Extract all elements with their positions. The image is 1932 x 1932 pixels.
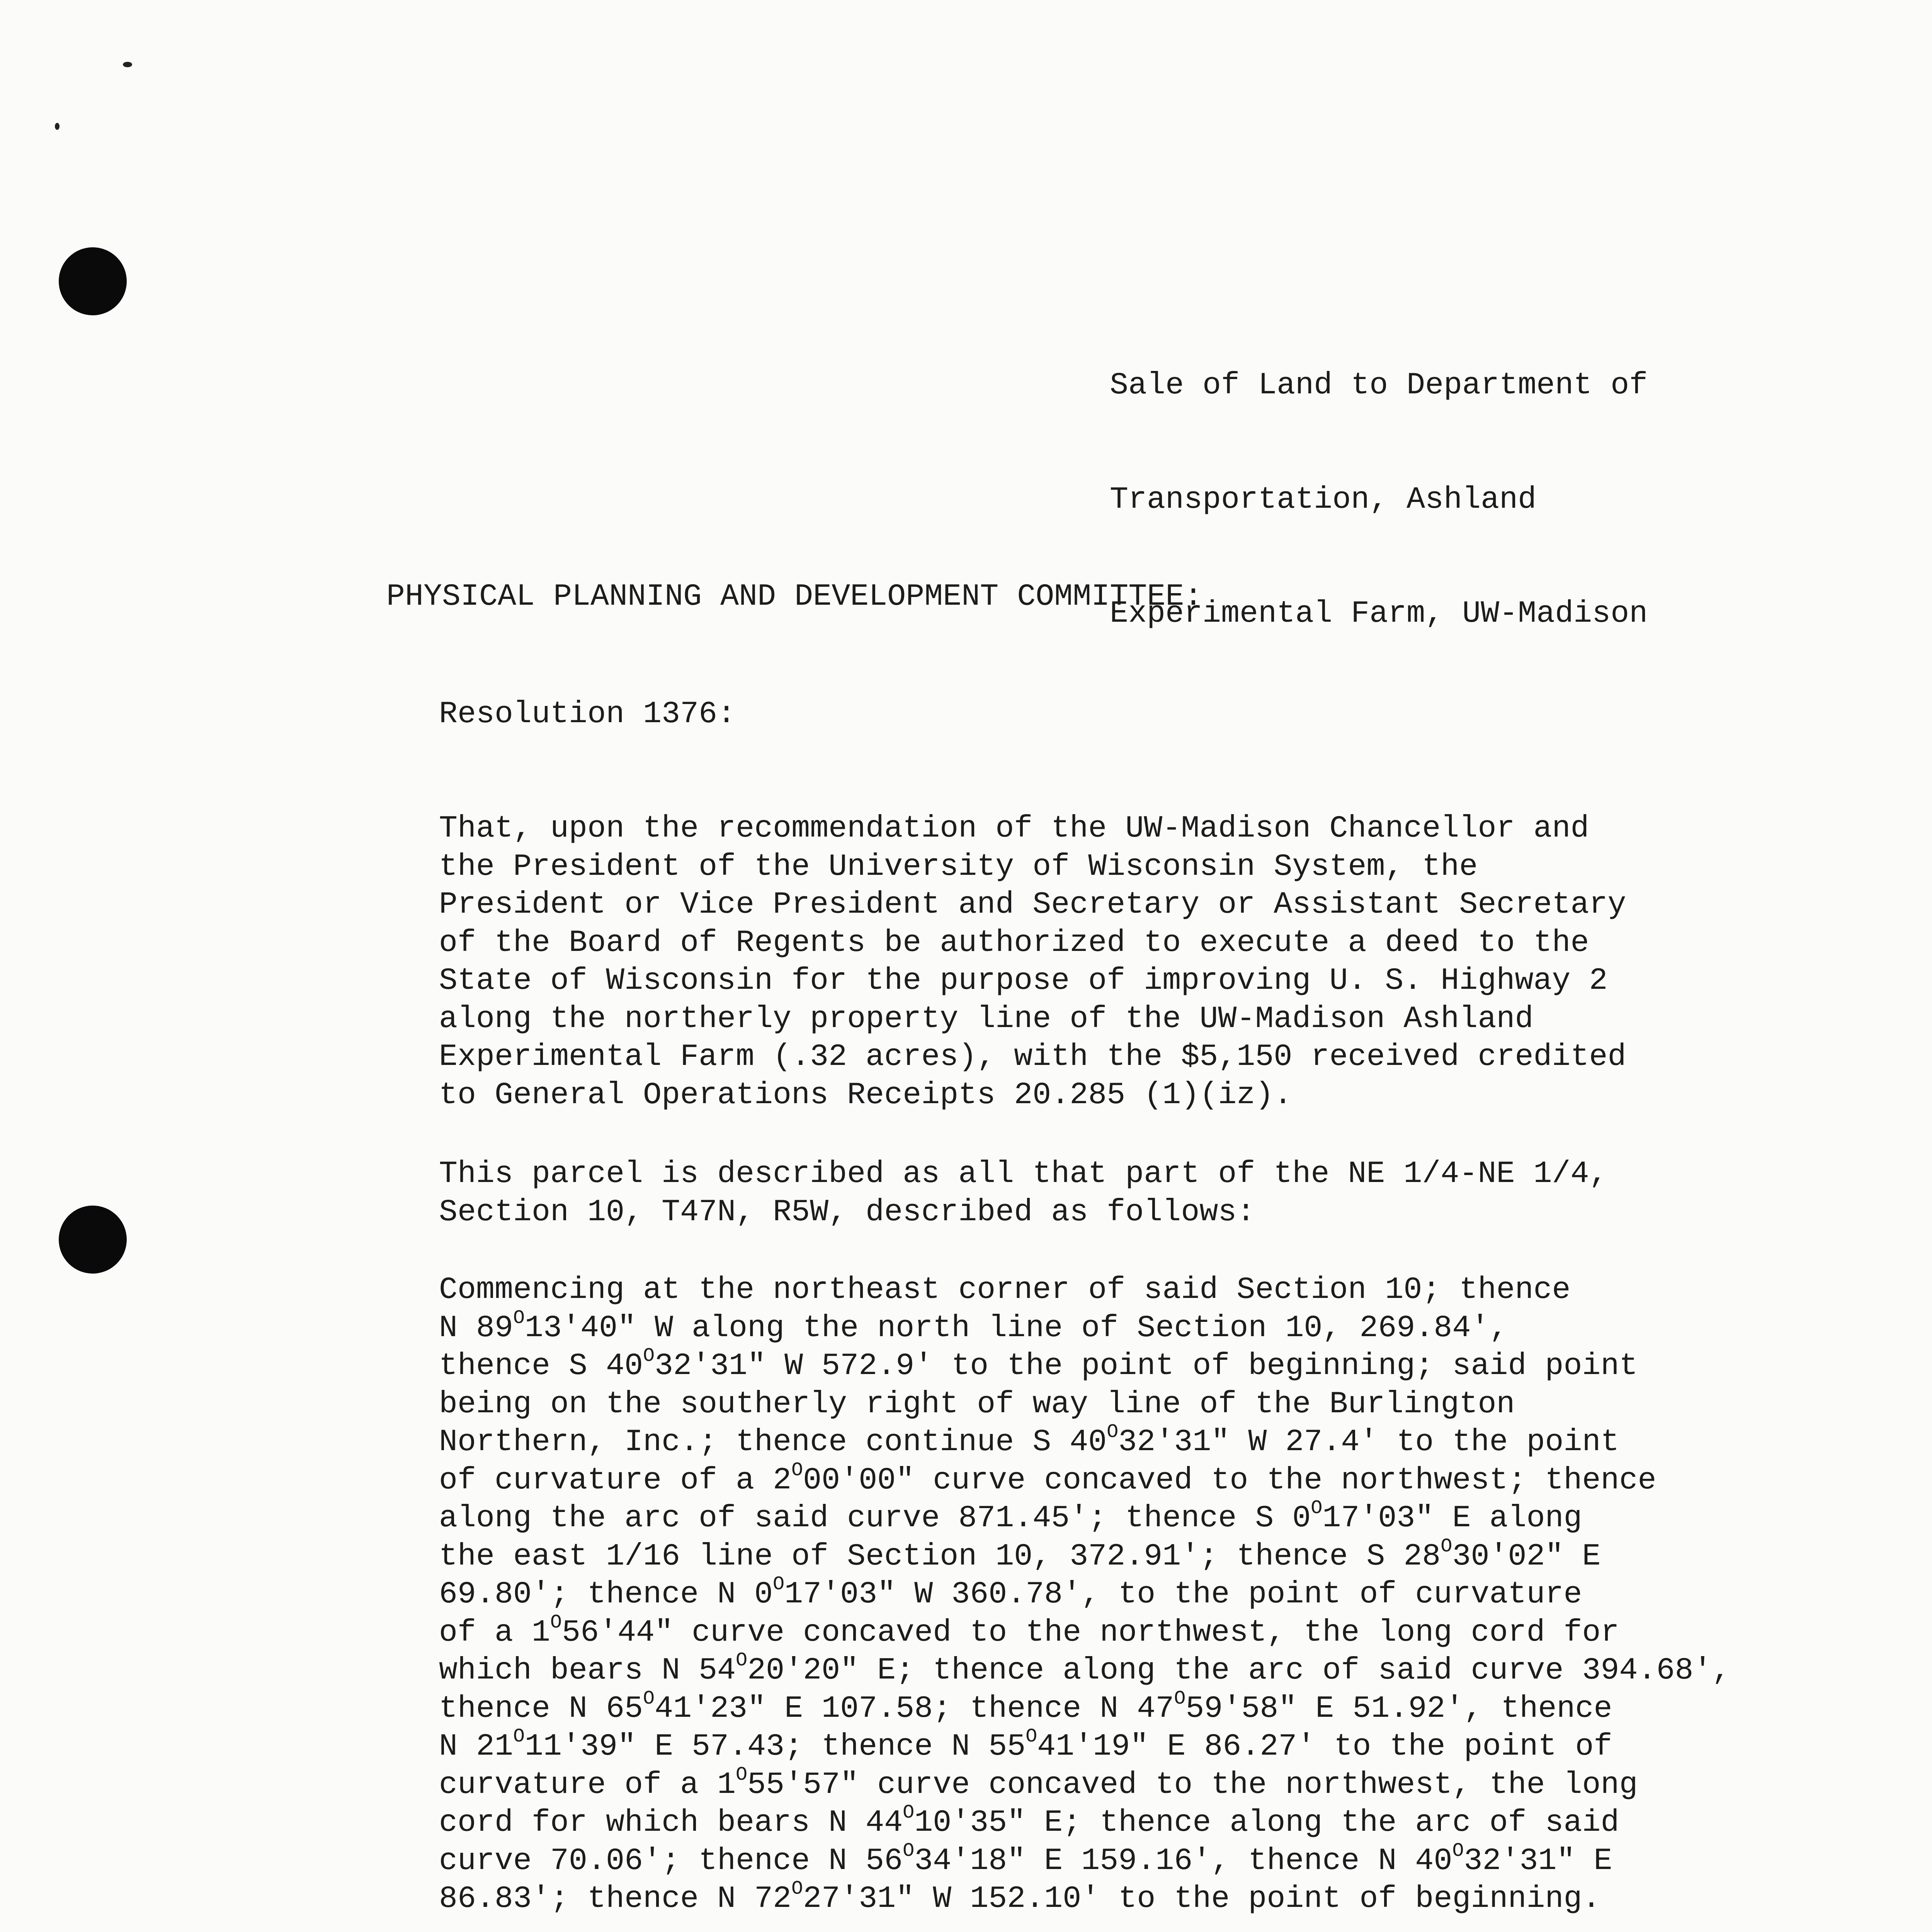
legal-description — [439, 1271, 1731, 1918]
committee-heading: PHYSICAL PLANNING AND DEVELOPMENT COMMITTEE: — [386, 579, 1203, 614]
text-segment: thence N 65 — [439, 1691, 643, 1726]
text-segment: 86.83'; thence N 72 — [439, 1881, 792, 1917]
text-line: Experimental Farm (.32 acres), with the $5,150 received credited — [439, 1039, 1626, 1075]
degree-mark: O — [550, 1611, 562, 1634]
text-segment: which bears N 54 — [439, 1653, 736, 1688]
text-line — [439, 1271, 1731, 1310]
text-segment: of curvature of a 2 — [439, 1463, 792, 1498]
header-line: Transportation, Ashland — [1110, 482, 1537, 517]
text-line — [439, 1573, 1731, 1614]
text-line — [439, 1766, 1731, 1804]
parcel-description-intro — [439, 1155, 1608, 1231]
degree-mark: O — [1452, 1840, 1464, 1862]
text-segment: 32'31" W 27.4' to the point — [1118, 1425, 1619, 1460]
text-segment: 30'02" E — [1452, 1539, 1601, 1574]
text-line: State of Wisconsin for the purpose of improving U. S. Highway 2 — [439, 963, 1608, 998]
text-segment: 34'18" E 159.16', thence N 40 — [914, 1843, 1452, 1879]
text-line — [439, 1804, 1731, 1842]
text-segment: 32'31" W 572.9' to the point of beginning; said point — [655, 1349, 1638, 1384]
scan-speck — [55, 123, 60, 130]
text-line: President or Vice President and Secretary or Assistant Secretary — [439, 887, 1626, 922]
text-segment: curve 70.06'; thence N 56 — [439, 1843, 903, 1879]
degree-mark: O — [1107, 1421, 1119, 1443]
degree-mark: O — [1311, 1497, 1323, 1519]
text-segment: thence S 40 — [439, 1349, 643, 1384]
text-line — [439, 1497, 1731, 1538]
degree-mark: O — [1440, 1535, 1452, 1558]
text-segment: being on the southerly right of way line of the Burlington — [439, 1386, 1515, 1422]
text-line — [439, 1347, 1731, 1386]
text-line: That, upon the recommendation of the UW-Madison Chancellor and — [439, 811, 1589, 846]
text-segment: 11'39" E 57.43; thence N 55 — [525, 1729, 1026, 1764]
text-segment: 17'03" E along — [1322, 1501, 1582, 1536]
text-segment: N 21 — [439, 1729, 514, 1764]
text-segment: 10'35" E; thence along the arc of said — [914, 1805, 1619, 1840]
text-line — [439, 1687, 1731, 1728]
resolution-paragraph — [439, 810, 1626, 1114]
text-segment: 41'19" E 86.27' to the point of — [1037, 1729, 1612, 1764]
degree-mark: O — [643, 1687, 655, 1710]
text-line: Section 10, T47N, R5W, described as follows: — [439, 1194, 1255, 1230]
text-segment: 17'03" W 360.78', to the point of curvature — [784, 1577, 1582, 1612]
degree-mark: O — [643, 1345, 655, 1367]
text-segment: 56'44" curve concaved to the northwest, the long cord for — [562, 1615, 1619, 1650]
degree-mark: O — [1174, 1687, 1186, 1710]
header-line: Experimental Farm, UW-Madison — [1110, 596, 1648, 631]
header-line: Sale of Land to Department of — [1110, 368, 1648, 403]
text-segment: 13'40" W along the north line of Section 10, 269.84', — [525, 1310, 1508, 1346]
text-line — [439, 1307, 1731, 1348]
text-line — [439, 1611, 1731, 1652]
degree-mark: O — [736, 1650, 748, 1672]
text-line — [439, 1842, 1731, 1881]
degree-mark: O — [513, 1726, 525, 1748]
text-line — [439, 1423, 1731, 1462]
degree-mark: O — [903, 1840, 915, 1862]
text-segment: 20'20" E; thence along the arc of said curve 394.68', — [747, 1653, 1731, 1688]
text-line: along the northerly property line of the UW-Madison Ashland — [439, 1001, 1534, 1037]
degree-mark: O — [791, 1459, 803, 1481]
text-segment: 55'57" curve concaved to the northwest, the long — [747, 1767, 1638, 1803]
text-segment: curvature of a 1 — [439, 1767, 736, 1803]
text-segment: 00'00" curve concaved to the northwest; thence — [803, 1463, 1656, 1498]
text-segment: 32'31" E — [1464, 1843, 1612, 1879]
text-line: This parcel is described as all that part of the NE 1/4-NE 1/4, — [439, 1156, 1608, 1192]
text-line: the President of the University of Wisconsin System, the — [439, 849, 1478, 884]
text-segment: the east 1/16 line of Section 10, 372.91'; thence S 28 — [439, 1539, 1441, 1574]
degree-mark: O — [736, 1764, 748, 1786]
text-segment: cord for which bears N 44 — [439, 1805, 903, 1840]
text-segment: Commencing at the northeast corner of said Section 10; thence — [439, 1272, 1571, 1308]
text-line — [439, 1728, 1731, 1766]
degree-mark: O — [773, 1573, 785, 1595]
text-segment: 69.80'; thence N 0 — [439, 1577, 773, 1612]
text-segment: 59'58" E 51.92', thence — [1185, 1691, 1612, 1726]
text-line — [439, 1880, 1731, 1918]
text-segment: 27'31" W 152.10' to the point of beginning. — [803, 1881, 1601, 1917]
text-line: of the Board of Regents be authorized to execute a deed to the — [439, 925, 1589, 961]
scan-speck — [123, 62, 132, 67]
text-line — [439, 1535, 1731, 1576]
text-line — [439, 1386, 1731, 1424]
text-segment: of a 1 — [439, 1615, 551, 1650]
text-line — [439, 1652, 1731, 1690]
degree-mark: O — [1026, 1726, 1037, 1748]
text-segment: 41'23" E 107.58; thence N 47 — [655, 1691, 1174, 1726]
text-line — [439, 1459, 1731, 1500]
text-segment: N 89 — [439, 1310, 514, 1346]
degree-mark: O — [903, 1802, 915, 1824]
punch-hole-middle — [59, 1206, 127, 1274]
punch-hole-top — [59, 247, 127, 315]
text-segment: Northern, Inc.; thence continue S 40 — [439, 1425, 1107, 1460]
text-line: to General Operations Receipts 20.285 (1)(iz). — [439, 1077, 1293, 1113]
degree-mark: O — [791, 1878, 803, 1900]
text-segment: along the arc of said curve 871.45'; thence S 0 — [439, 1501, 1311, 1536]
degree-mark: O — [513, 1307, 525, 1329]
resolution-label: Resolution 1376: — [439, 697, 736, 732]
